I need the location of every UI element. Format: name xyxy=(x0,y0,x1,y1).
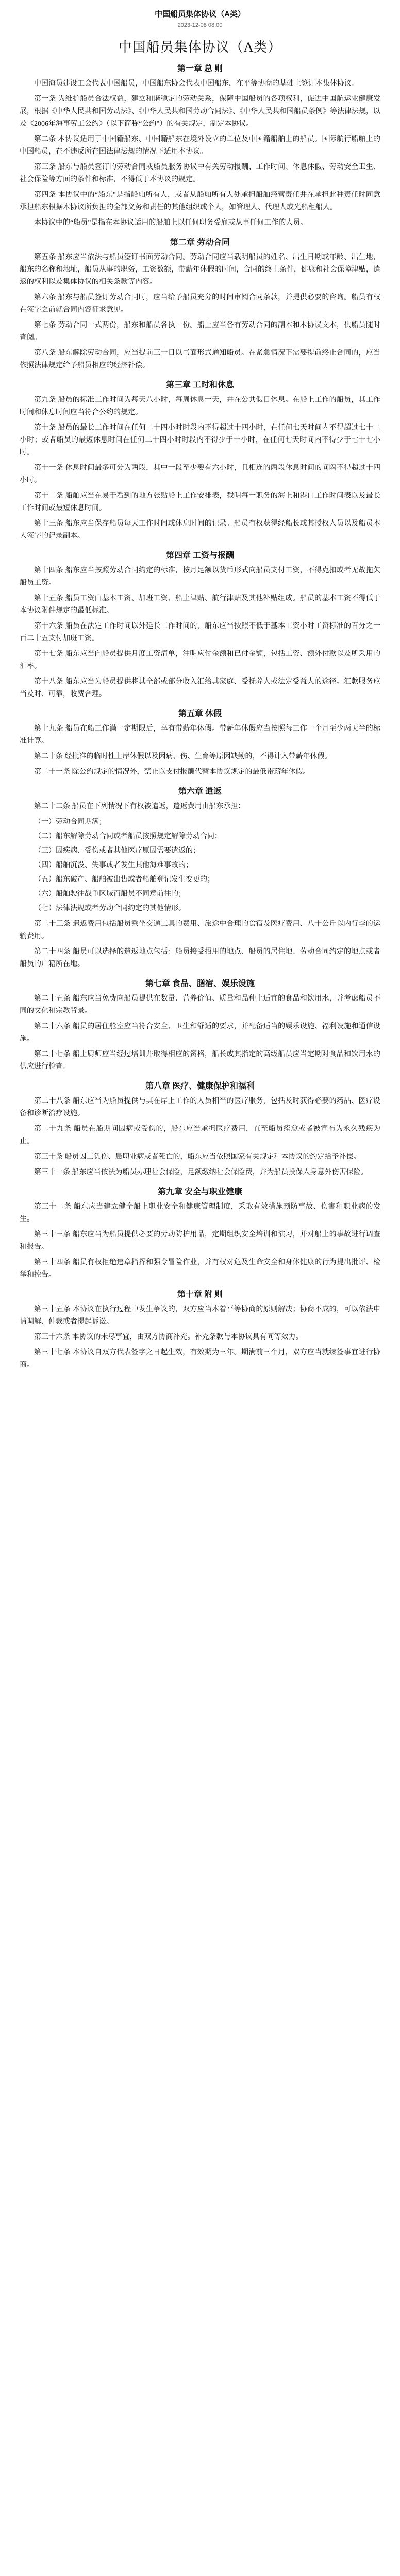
article-paragraph: 第七条 劳动合同一式两份，船东和船员各执一份。船上应当备有劳动合同的副本和本协议文本，供船员随时查阅。 xyxy=(20,321,380,342)
article-paragraph: 第三十六条 本协议的未尽事宜，由双方协商补充。补充条款与本协议具有同等效力。 xyxy=(34,1333,303,1341)
article-paragraph: 第三十一条 船东应当依法为船员办理社会保险，足额缴纳社会保险费，并为船员投保人身意外伤害保险。 xyxy=(34,1168,368,1176)
article-paragraph: 第二十二条 船员在下列情况下有权被遣返，遣返费用由船东承担： xyxy=(34,803,245,810)
article-paragraph: 第十七条 船东应当向船员提供月度工资清单，注明应付金额和已付金额，包括工资、额外付款以及所采用的汇率。 xyxy=(20,650,380,670)
article-paragraph: 第二十八条 船东应当为船员提供与其在岸上工作的人员相当的医疗服务，包括及时获得必要的药品、医疗设备和诊断治疗设施。 xyxy=(20,1097,380,1117)
article-paragraph: 第二十一条 除公约规定的情况外，禁止以支付报酬代替本协议规定的最低带薪年休假。 xyxy=(34,768,310,776)
article-paragraph: 第二十七条 船上厨师应当经过培训并取得相应的资格，船长或其指定的高级船员应当定期对食品和饮用水的供应进行检查。 xyxy=(20,1050,380,1071)
article-paragraph: 第四条 本协议中的“船东”是指船舶所有人，或者从船舶所有人处承担船舶经营责任并在承担此种责任时同意承担船东根据本协议所负担的全部义务和责任的其他组织或个人，如管理人、代理人或光船租船人。 xyxy=(20,191,380,211)
document-body xyxy=(20,62,380,1371)
article-list-item: （四）船舶沉没、失事或者发生其他海难事故的； xyxy=(34,861,193,869)
chapter-heading: 第七章 食品、膳宿、娱乐设施 xyxy=(145,979,255,988)
chapter-heading: 第八章 医疗、健康保护和福利 xyxy=(145,1082,255,1091)
article-paragraph: 中国海员建设工会代表中国船员，中国船东协会代表中国船东，在平等协商的基础上签订本集体协议。 xyxy=(34,80,359,88)
chapter-heading: 第六章 遣返 xyxy=(178,787,222,796)
article-list-item: （三）因疾病、受伤或者其他医疗原因需要遣返的； xyxy=(34,847,200,855)
article-paragraph: 第二十五条 船东应当免费向船员提供在数量、营养价值、质量和品种上适宜的食品和饮用水，并考虑船员不同的文化和宗教背景。 xyxy=(20,995,380,1015)
chapter-heading: 第一章 总 则 xyxy=(177,64,223,73)
page-header-title: 中国船员集体协议（A类） xyxy=(155,10,245,19)
article-paragraph: 第十四条 船东应当按照劳动合同约定的标准，按月足额以货币形式向船员支付工资，不得克扣或者无故拖欠船员工资。 xyxy=(20,567,380,587)
article-list-item: （六）船舶驶往战争区域而船员不同意前往的； xyxy=(34,890,186,898)
article-paragraph: 第十一条 休息时间最多可分为两段，其中一段至少要有六小时，且相连的两段休息时间的间隔不得超过十四小时。 xyxy=(20,464,380,484)
article-paragraph: 第十八条 船东应当为船员提供将其全部或部分收入汇给其家庭、受抚养人或法定受益人的途径。汇款服务应当及时、可靠，收费合理。 xyxy=(20,678,380,698)
article-list-item: （二）船东解除劳动合同或者船员按照规定解除劳动合同； xyxy=(34,833,222,840)
article-paragraph: 第三十四条 船员有权拒绝违章指挥和强令冒险作业，并有权对危及生命安全和身体健康的行为提出批评、检举和控告。 xyxy=(20,1259,380,1279)
article-paragraph: 本协议中的“船员”是指在本协议适用的船舶上以任何职务受雇或从事任何工作的人员。 xyxy=(34,219,308,227)
article-paragraph: 第二十三条 遣返费用包括船员乘坐交通工具的费用、旅途中合理的食宿及医疗费用、八十公斤以内行李的运输费用。 xyxy=(20,920,380,940)
article-list-item: （五）船东破产、船舶被出售或者船舶登记发生变更的； xyxy=(34,876,214,884)
article-item-list xyxy=(34,816,380,915)
article-paragraph: 第六条 船东与船员签订劳动合同时，应当给予船员充分的时间审阅合同条款，并提供必要的咨询。船员有权在签字之前就合同内容征求意见。 xyxy=(20,294,380,314)
article-paragraph: 第十九条 船员在船工作满一定期限后，享有带薪年休假。带薪年休假应当按照每工作一个月至少两天半的标准计算。 xyxy=(20,725,380,745)
article-paragraph: 第十三条 船东应当保存船员每天工作时间或休息时间的记录。船员有权获得经船长或其授权人员以及船员本人签字的记录副本。 xyxy=(20,520,380,540)
article-list-item: （一）劳动合同期满； xyxy=(34,818,106,826)
article-paragraph: 第三条 船东与船员签订的劳动合同或船员服务协议中有关劳动报酬、工作时间、休息休假、劳动安全卫生、社会保险等方面的条件和标准，不得低于本协议的规定。 xyxy=(20,163,380,183)
article-paragraph: 第二十九条 船员在船期间因病或受伤的，船东应当承担医疗费用，直至船员痊愈或者被宣布为永久残疾为止。 xyxy=(20,1125,380,1145)
article-paragraph: 第五条 船东应当依法与船员签订书面劳动合同。劳动合同应当载明船员的姓名、出生日期或年龄、出生地，船东的名称和地址，船员从事的职务，工资数额，带薪年休假的时间，合同的终止条件，健康和社会保障津贴，遣返的权利以及集体协议的相关条款等内容。 xyxy=(20,253,380,286)
article-paragraph: 第九条 船员的标准工作时间为每天八小时，每周休息一天，并在公共假日休息。在船上工作的船员，其工作时间和休息时间应当符合公约的规定。 xyxy=(20,396,380,416)
article-list-item: （七）法律法规或者劳动合同约定的其他情形。 xyxy=(34,905,186,912)
publish-meta: 2023-12-08 08:00 xyxy=(177,22,223,28)
chapter-heading: 第九章 安全与职业健康 xyxy=(157,1188,242,1196)
article-paragraph: 第三十二条 船东应当建立健全船上职业安全和健康管理制度，采取有效措施预防事故、伤害和职业病的发生。 xyxy=(20,1203,380,1223)
article-paragraph: 第二十条 经批准的临时性上岸休假以及因病、伤、生育等原因缺勤的，不得计入带薪年休假。 xyxy=(34,753,332,760)
article-paragraph: 第十二条 船舶应当在易于看到的地方张贴船上工作安排表，载明每一职务的海上和港口工作时间表以及最长工作时间或最短休息时间。 xyxy=(20,492,380,512)
article-paragraph: 第三十五条 本协议在执行过程中发生争议的，双方应当本着平等协商的原则解决；协商不成的，可以依法申请调解、仲裁或者提起诉讼。 xyxy=(20,1306,380,1326)
article-paragraph: 第三十七条 本协议自双方代表签字之日起生效，有效期为三年。期满前三个月，双方应当就续签事宜进行协商。 xyxy=(20,1349,380,1369)
article-paragraph: 第二条 本协议适用于中国籍船东、中国籍船东在境外设立的单位及中国籍船舶上的船员。国际航行船舶上的中国船员，在不违反所在国法律法规的情况下适用本协议。 xyxy=(20,135,380,156)
chapter-heading: 第二章 劳动合同 xyxy=(170,238,230,247)
article-paragraph: 第三十条 船员因工负伤、患职业病或者死亡的，船东应当依照国家有关规定和本协议的约定给予补偿。 xyxy=(34,1153,361,1161)
chapter-heading: 第四章 工资与报酬 xyxy=(165,551,234,560)
document-title: 中国船员集体协议（A类） xyxy=(118,40,282,55)
chapter-heading: 第五章 休假 xyxy=(178,709,222,718)
article-paragraph: 第三十三条 船东应当为船员提供必要的劳动防护用品，定期组织安全培训和演习，并对船上的事故进行调查和报告。 xyxy=(20,1231,380,1251)
article-paragraph: 第一条 为维护船员合法权益，建立和谐稳定的劳动关系，保障中国船员的各项权利，促进中国航运业健康发展，根据《中华人民共和国劳动法》、《中华人民共和国劳动合同法》、《中华人民共和国船员条例》等法律法规，以及《2006年海事劳工公约》（以下简称“公约”）的有关规定，制定本协议。 xyxy=(20,95,380,128)
chapter-heading: 第三章 工时和休息 xyxy=(165,381,234,389)
article-paragraph: 第八条 船东解除劳动合同，应当提前三十日以书面形式通知船员。在紧急情况下需要提前终止合同的，应当依照法律规定给予船员相应的经济补偿。 xyxy=(20,349,380,369)
article-paragraph: 第十五条 船员工资由基本工资、加班工资、船上津贴、航行津贴及其他补贴组成。船员的基本工资不得低于本协议附件规定的最低标准。 xyxy=(20,595,380,615)
article-paragraph: 第二十四条 船员可以选择的遣返地点包括：船员接受招用的地点、船员的居住地、劳动合同约定的地点或者船员的户籍所在地。 xyxy=(20,948,380,968)
article-paragraph: 第十条 船员的最长工作时间在任何二十四小时时段内不得超过十四小时，在任何七天时间内不得超过七十二小时；或者船员的最短休息时间在任何二十四小时时段内不得少于十小时，在任何七天时间内不得少于七十七小时。 xyxy=(20,424,380,456)
chapter-heading: 第十章 附 则 xyxy=(177,1290,223,1299)
article-paragraph: 第十六条 船员在法定工作时间以外延长工作时间的，船东应当按照不低于基本工资小时工资标准的百分之一百二十五支付加班工资。 xyxy=(20,622,380,642)
article-paragraph: 第二十六条 船员的居住舱室应当符合安全、卫生和舒适的要求，并配备适当的娱乐设施、福利设施和通信设施。 xyxy=(20,1023,380,1043)
